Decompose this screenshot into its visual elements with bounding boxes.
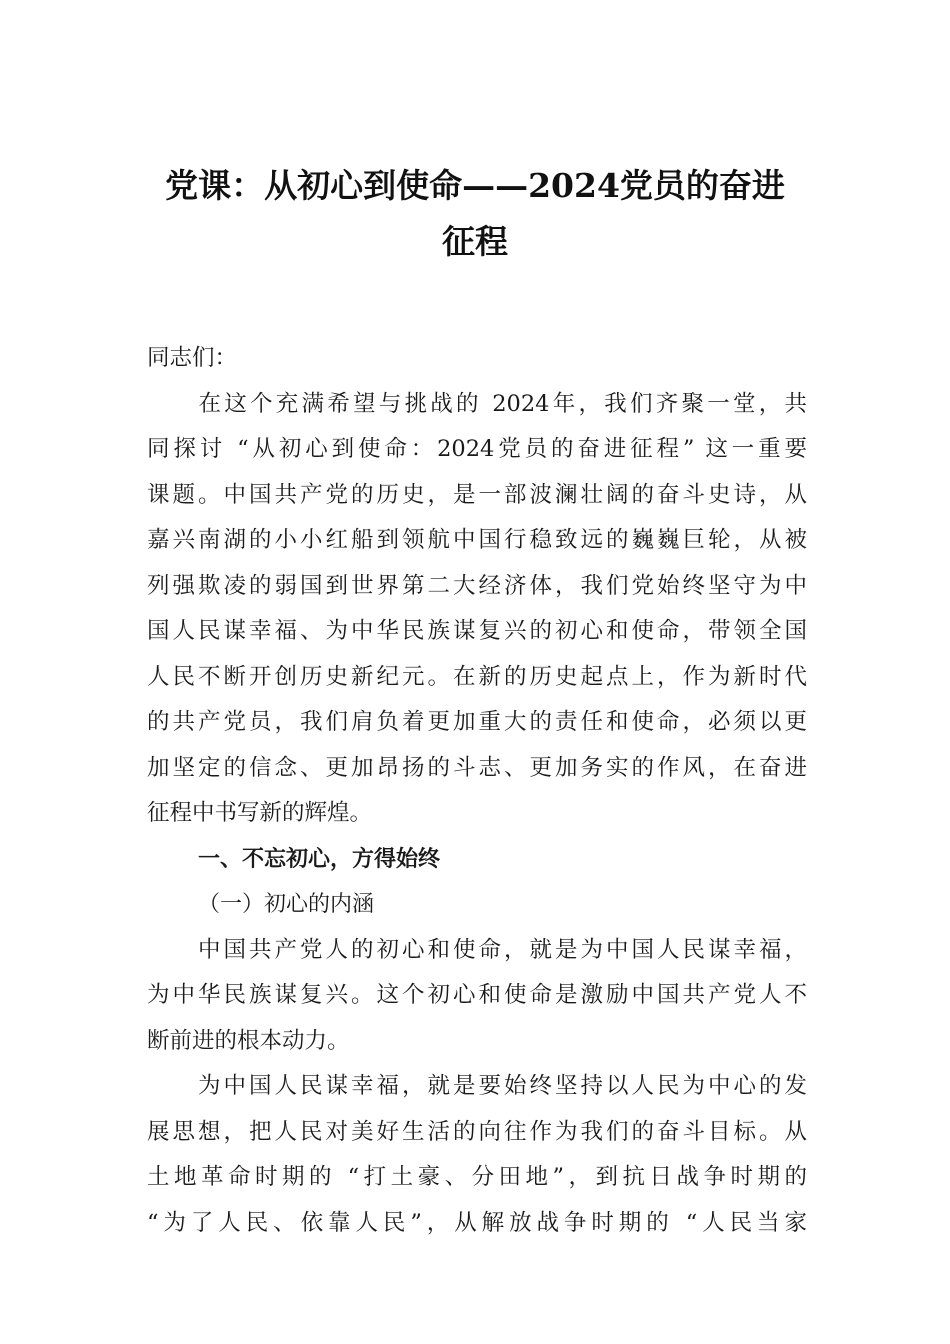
text-line: 课题。中国共产党的历史，是一部波澜壮阔的奋斗史诗，从 <box>147 481 807 508</box>
text-line: 为中国人民谋幸福，就是要始终坚持以人民为中心的发 <box>147 1073 807 1099</box>
title-line-1: 党课：从初心到使命——2024党员的奋进 <box>165 166 785 205</box>
text-line: 断前进的根本动力。 <box>147 1027 350 1054</box>
text-line: 展思想，把人民对美好生活的向往作为我们的奋斗目标。从 <box>147 1118 807 1145</box>
salutation: 同志们： <box>147 345 238 371</box>
text-line: 的共产党员，我们肩负着更加重大的责任和使命，必须以更 <box>147 709 807 735</box>
text-line: 同探讨 “从初心到使命：2024党员的奋进征程” 这一重要 <box>147 436 807 462</box>
document-body <box>147 336 807 1246</box>
text-line: 征程中书写新的辉煌。 <box>147 800 373 826</box>
title-line-2: 征程 <box>442 222 508 261</box>
text-line: 嘉兴南湖的小小红船到领航中国行稳致远的巍巍巨轮，从被 <box>147 527 807 553</box>
text-line: 为中华民族谋复兴。这个初心和使命是激励中国共产党人不 <box>147 982 807 1008</box>
text-line: 在这个充满希望与挑战的 2024年，我们齐聚一堂，共 <box>147 390 807 417</box>
text-line: 加坚定的信念、更加昂扬的斗志、更加务实的作风，在奋进 <box>147 754 807 781</box>
paragraph-happiness <box>147 1064 807 1246</box>
text-line: 列强欺凌的弱国到世界第二大经济体，我们党始终坚守为中 <box>147 572 807 599</box>
text-line: 人民不断开创历史新纪元。在新的历史起点上，作为新时代 <box>147 663 807 690</box>
text-line: “为了人民、依靠人民”，从解放战争时期的 “人民当家 <box>147 1209 807 1236</box>
document-title <box>120 158 830 270</box>
text-line: 中国共产党人的初心和使命，就是为中国人民谋幸福， <box>147 936 807 963</box>
text-line: 土地革命时期的 “打土豪、分田地”，到抗日战争时期的 <box>147 1164 807 1190</box>
paragraph-mission <box>147 928 807 1065</box>
paragraph-intro <box>147 382 807 837</box>
section-heading: 一、不忘初心，方得始终 <box>198 846 441 872</box>
text-line: 国人民谋幸福、为中华民族谋复兴的初心和使命，带领全国 <box>147 618 807 644</box>
subsection-heading: （一）初心的内涵 <box>198 892 375 917</box>
